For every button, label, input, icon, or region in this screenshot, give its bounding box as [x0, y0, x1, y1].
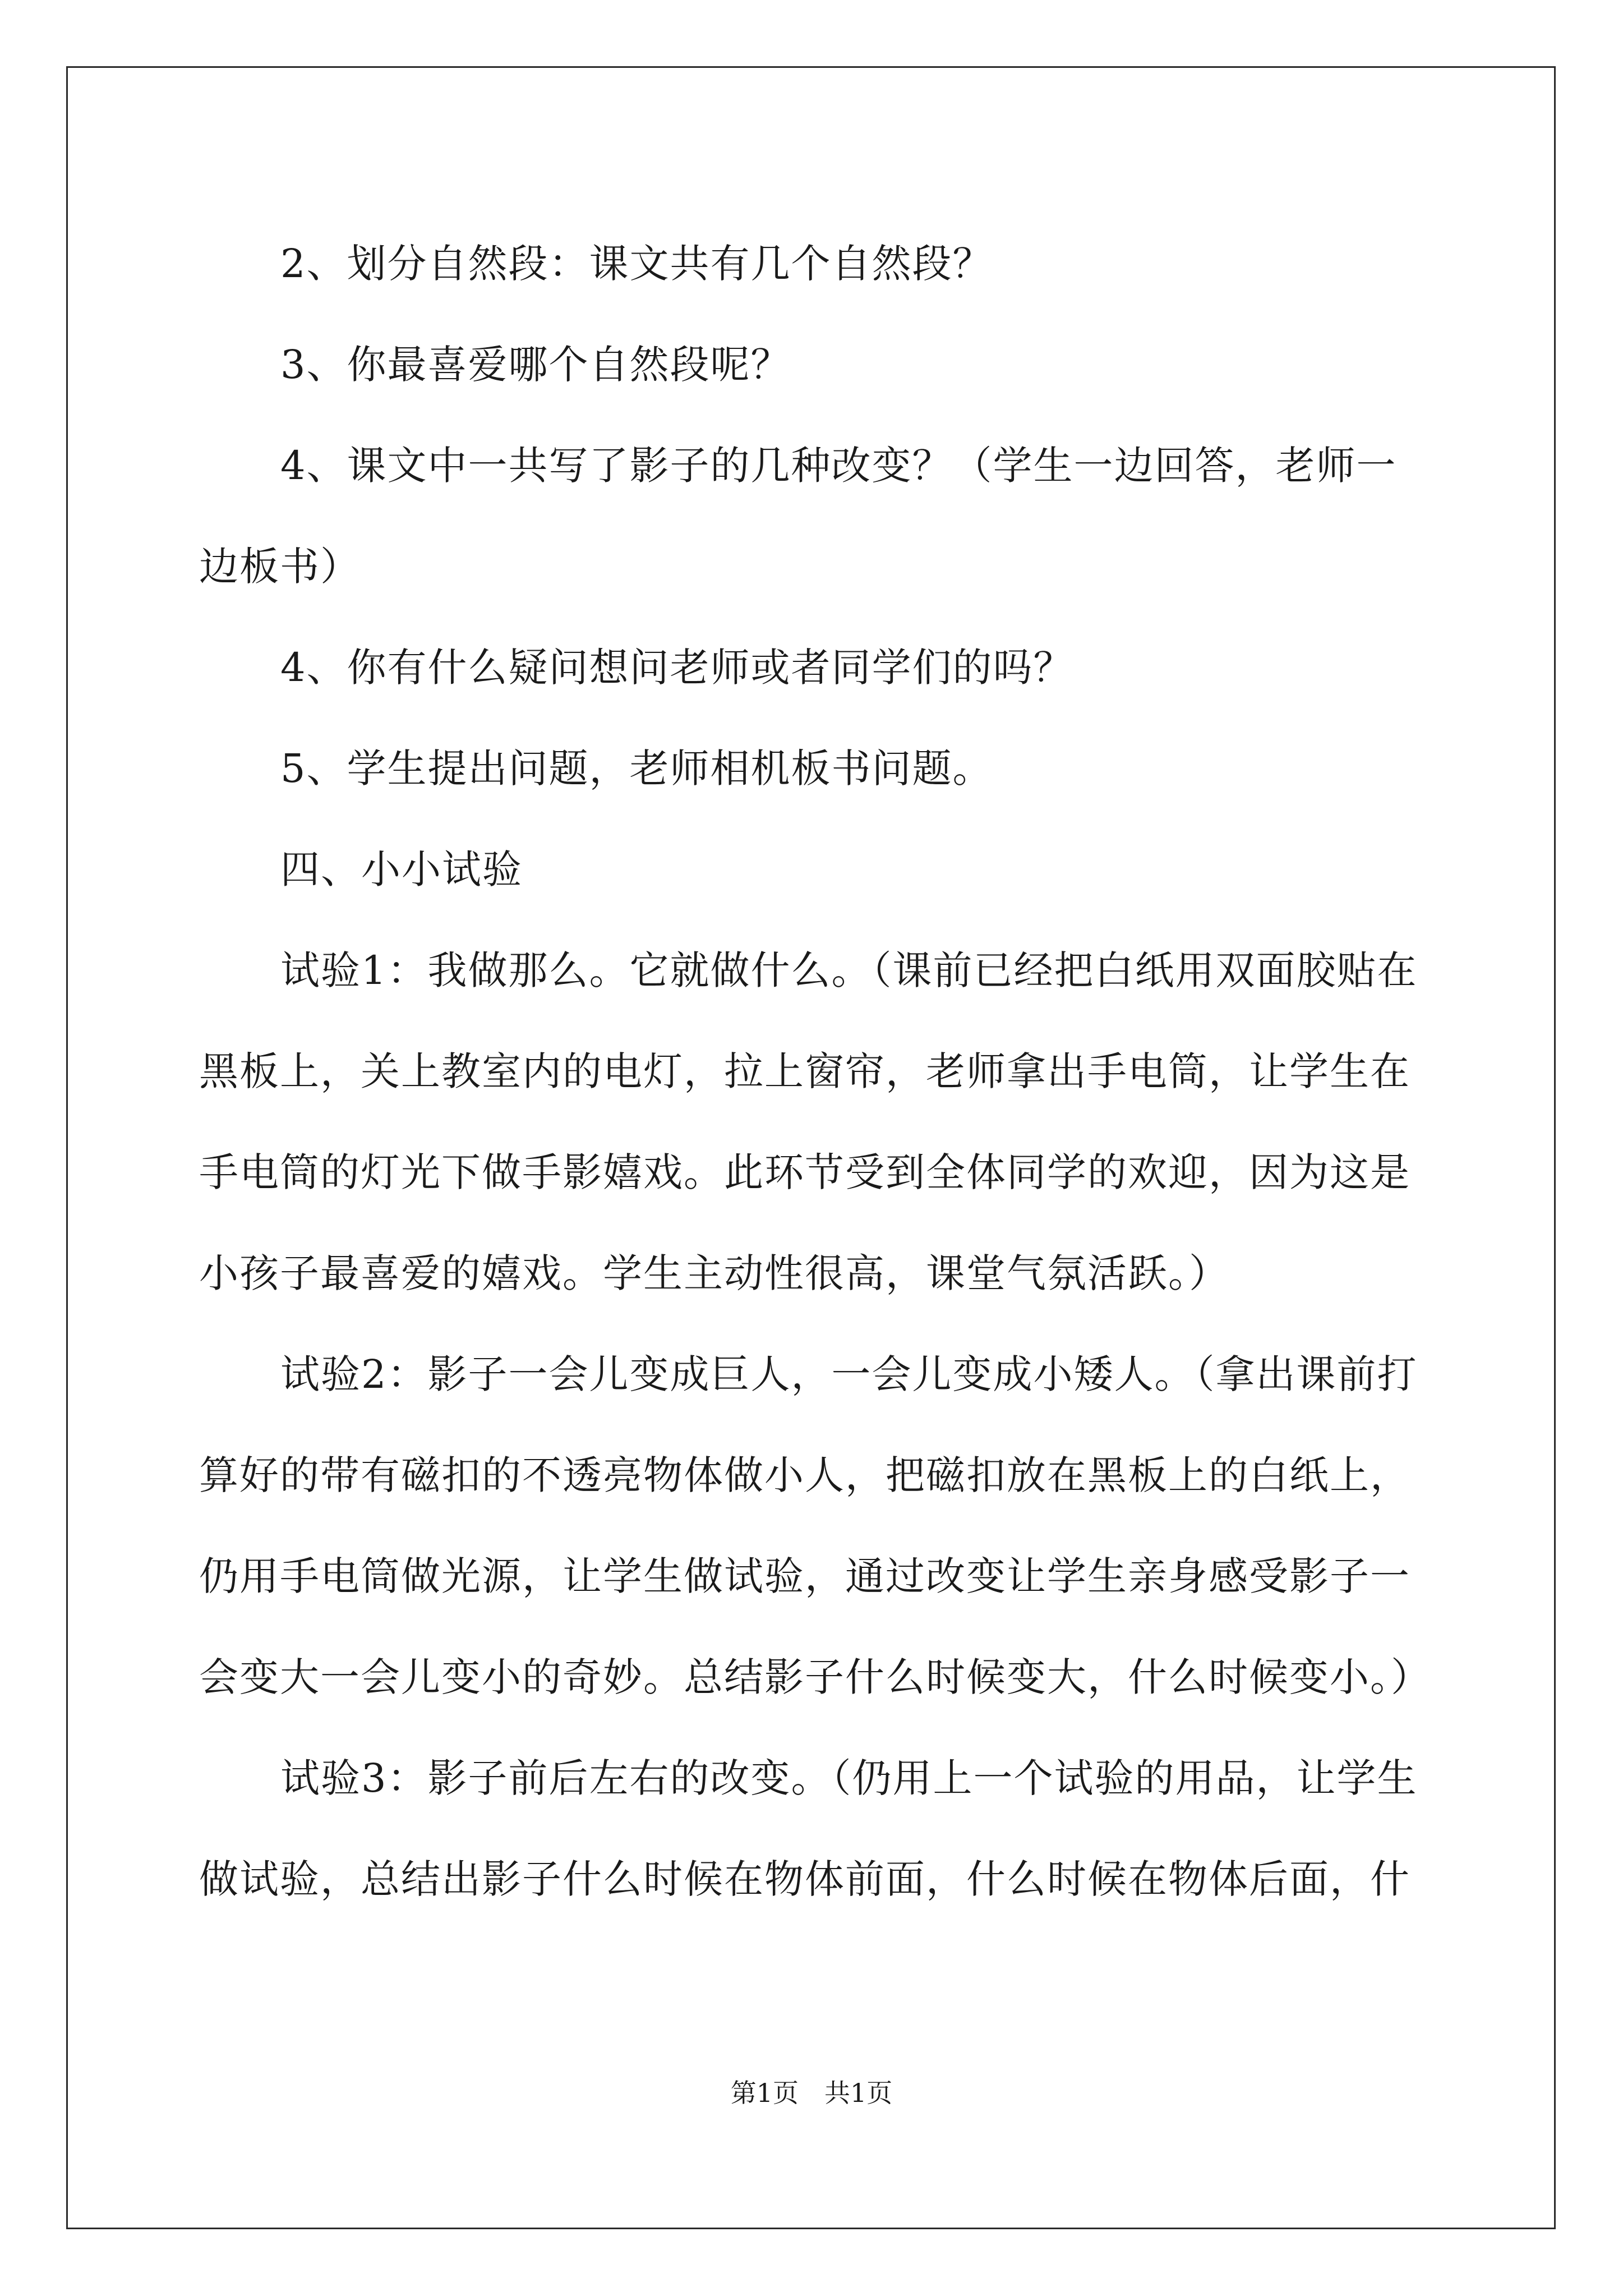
- paragraph-4: 4、你有什么疑问想问老师或者同学们的吗？: [280, 645, 1074, 691]
- paragraph-experiment-2: 试验2：影子一会儿变成巨人，一会儿变成小矮人。（拿出课前打算好的带有磁扣的不透亮物体做小人，把磁扣放在黑板上的白纸上，仍用手电筒做光源，让学生做试验，通过改变让学生亲身感受影子一会变大一会儿变小的奇妙。总结影子什么时候变大，什么时候变小。）: [199, 1351, 1431, 1700]
- paragraph-1: 2、划分自然段：课文共有几个自然段？: [280, 241, 993, 287]
- paragraph-3: 4、课文中一共写了影子的几种改变？（学生一边回答，老师一边板书）: [199, 443, 1397, 590]
- document-body: [199, 213, 1433, 1930]
- paragraph-2: 3、你最喜爱哪个自然段呢？: [280, 342, 791, 388]
- page-footer: 第1页 共1页: [730, 2078, 893, 2108]
- paragraph-experiment-3: 试验3：影子前后左右的改变。（仍用上一个试验的用品，让学生做试验，总结出影子什么时候在物体前面，什么时候在物体后面，什: [199, 1755, 1418, 1902]
- paragraph-5: 5、学生提出问题，老师相机板书问题。: [280, 746, 993, 792]
- section-heading: 四、小小试验: [280, 846, 523, 892]
- paragraph-experiment-1: 试验1：我做那么。它就做什么。（课前已经把白纸用双面胶贴在黑板上，关上教室内的电灯，拉上窗帘，老师拿出手电筒，让学生在手电筒的灯光下做手影嬉戏。此环节受到全体同学的欢迎，因为这是小孩子最喜爱的嬉戏。学生主动性很高，课堂气氛活跃。）: [199, 947, 1418, 1296]
